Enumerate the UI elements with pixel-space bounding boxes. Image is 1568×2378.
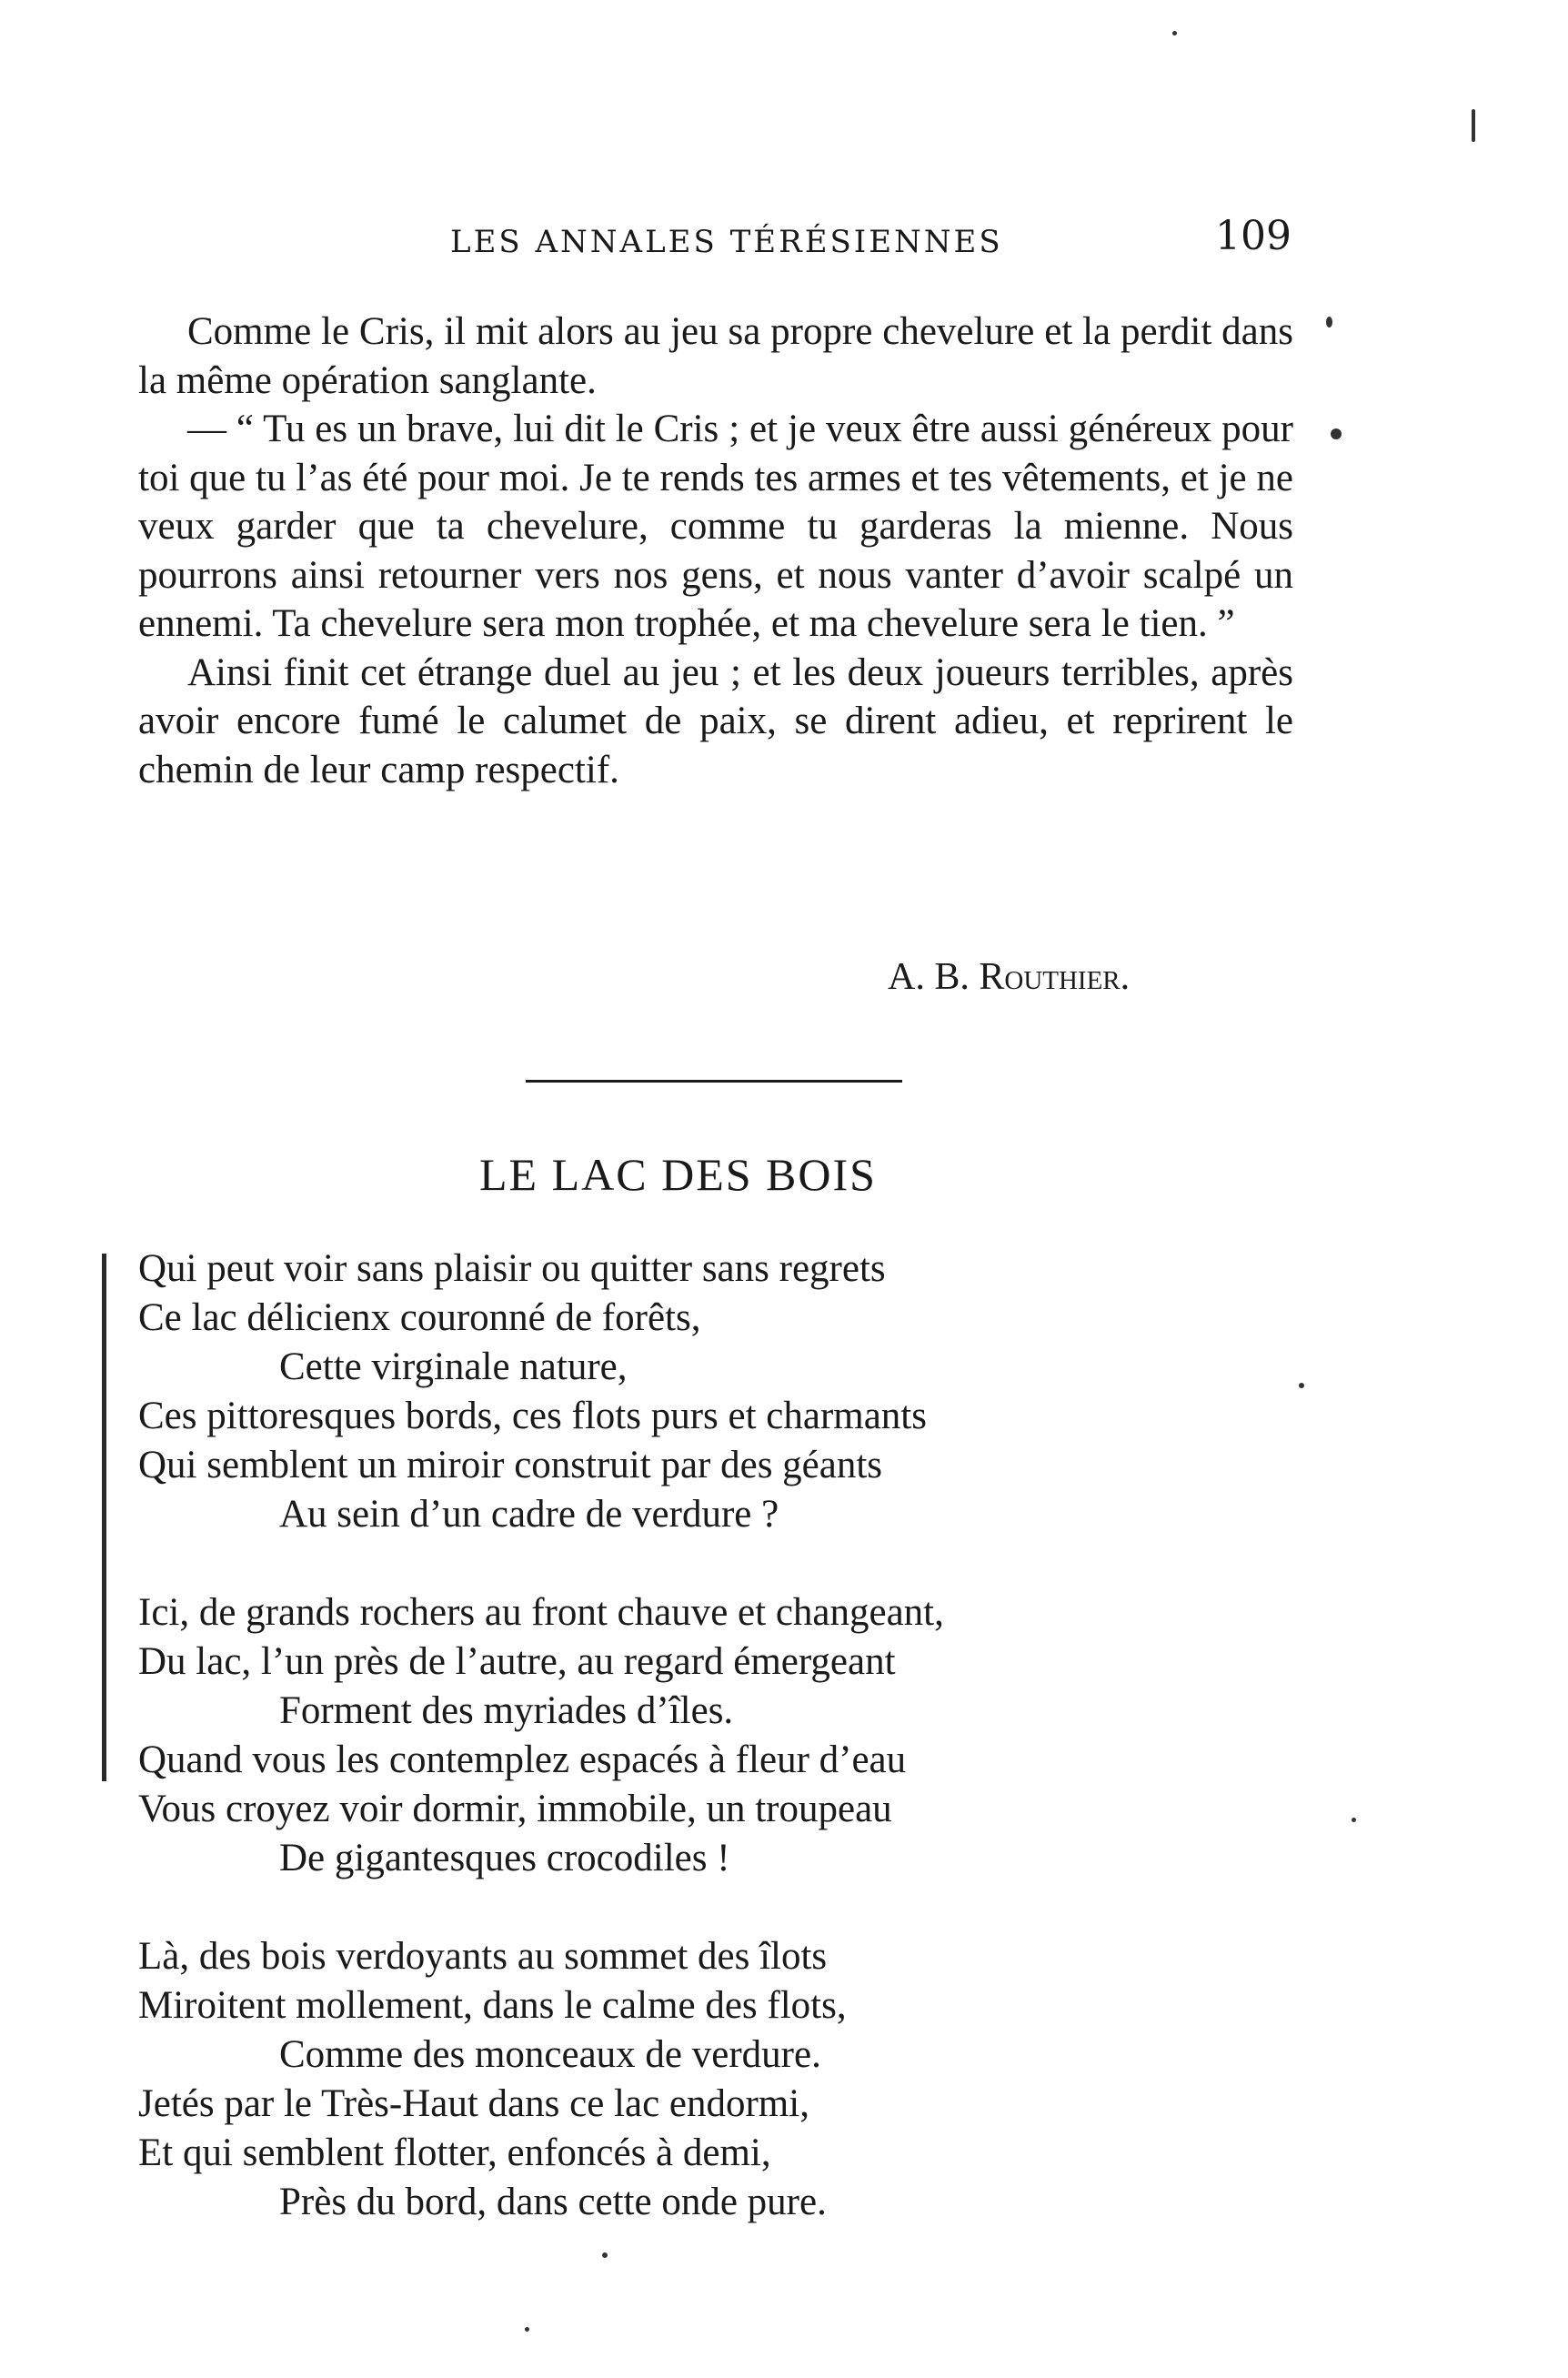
author-signature (888, 955, 1130, 999)
verse-line: Ces pittoresques bords, ces flots purs et charmants (138, 1395, 927, 1437)
verse-line: Là, des bois verdoyants au sommet des îlots (138, 1935, 828, 1978)
verse-line: Ce lac délicienx couronné de forêts, (138, 1296, 701, 1339)
scan-speck (1299, 1383, 1304, 1388)
paragraph: Ainsi finit cet étrange duel au jeu ; et les deux joueurs terribles, après avoir encore fumé le calumet de paix, se dirent adieu, et reprirent le chemin de leur camp respectif. (138, 650, 1293, 791)
signature-name: Routhier. (979, 956, 1131, 998)
verse-line: De gigantesques crocodiles ! (279, 1837, 730, 1879)
verse-line: Forment des myriades d’îles. (279, 1689, 734, 1732)
stanza (138, 1244, 1275, 1539)
scan-speck (602, 2252, 608, 2258)
scan-speck (1472, 109, 1475, 142)
running-title: LES ANNALES TÉRÉSIENNES (450, 224, 1003, 260)
margin-mark (102, 1254, 106, 1781)
verse-line: Miroitent mollement, dans le calme des flots, (138, 1984, 847, 2027)
verse-line: Comme des monceaux de verdure. (279, 2033, 821, 2076)
verse-line: Qui semblent un miroir construit par des géants (138, 1444, 883, 1486)
verse-line: Près du bord, dans cette onde pure. (279, 2181, 827, 2223)
poem-title: LE LAC DES BOIS (479, 1149, 877, 1200)
section-divider (526, 1080, 902, 1083)
scan-speck (1172, 31, 1177, 35)
verse-line: Du lac, l’un près de l’autre, au regard émergeant (138, 1640, 896, 1683)
verse-line: Qui peut voir sans plaisir ou quitter sans regrets (138, 1247, 886, 1290)
scan-speck (1331, 428, 1342, 439)
stanza (138, 1932, 1275, 2227)
verse-line: Au sein d’un cadre de verdure ? (279, 1493, 779, 1536)
scan-speck (1326, 317, 1332, 327)
verse-line: Cette virginale nature, (279, 1345, 628, 1388)
scan-speck (525, 2327, 529, 2332)
verse-line: Jetés par le Très-Haut dans ce lac endormi, (138, 2082, 809, 2125)
stanza (138, 1588, 1275, 1883)
scan-speck (1352, 1818, 1356, 1822)
verse-line: Vous croyez voir dormir, immobile, un troupeau (138, 1788, 892, 1830)
verse-line: Et qui semblent flotter, enfoncés à demi, (138, 2131, 771, 2174)
poem-body (138, 1244, 1275, 2227)
page-number: 109 (1215, 213, 1292, 259)
paragraph: — “ Tu es un brave, lui dit le Cris ; et je veux être aussi généreux pour toi que tu l’as été pour moi. Je te rends tes armes et tes vêtements, et je ne veux garder que ta chevelure, comme tu garderas la mienne. Nous pourrons ainsi retourner vers nos gens, et nous vanter d’avoir scalpé un ennemi. Ta chevelure sera mon trophée, et ma chevelure sera le tien. ” (138, 408, 1293, 645)
verse-line: Ici, de grands rochers au front chauve et changeant, (138, 1591, 944, 1634)
article-body (138, 307, 1293, 794)
signature-initials: A. B. (888, 956, 970, 998)
verse-line: Quand vous les contemplez espacés à fleur d’eau (138, 1738, 907, 1781)
paragraph: Comme le Cris, il mit alors au jeu sa propre chevelure et la perdit dans la même opération sanglante. (138, 310, 1293, 402)
